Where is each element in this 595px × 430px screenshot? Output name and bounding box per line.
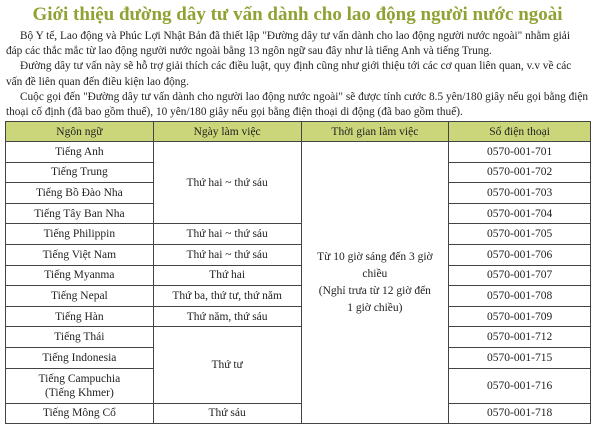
phone-cell: 0570-001-706	[449, 244, 591, 265]
language-cell: Tiếng Thái	[6, 327, 154, 348]
table-row	[6, 265, 591, 286]
time-cell	[301, 142, 449, 424]
header-time: Thời gian làm việc	[301, 122, 449, 142]
phone-cell: 0570-001-704	[449, 203, 591, 224]
days-cell: Thứ hai ~ thứ sáu	[153, 142, 301, 224]
language-line: Tiếng Campuchia	[38, 372, 121, 385]
phone-cell: 0570-001-702	[449, 162, 591, 183]
table-header-row	[6, 122, 591, 142]
header-phone: Số điện thoại	[449, 122, 591, 142]
table-row	[6, 403, 591, 424]
phone-cell: 0570-001-718	[449, 403, 591, 424]
table-row	[6, 286, 591, 307]
language-cell: Tiếng Myanma	[6, 265, 154, 286]
language-cell: Tiếng Mông Cổ	[6, 403, 154, 424]
days-cell: Thứ năm, thứ sáu	[153, 306, 301, 327]
language-cell: Tiếng Anh	[6, 142, 154, 163]
table-row	[6, 142, 591, 163]
table-row	[6, 244, 591, 265]
days-cell: Thứ tư	[153, 327, 301, 403]
phone-cell: 0570-001-701	[449, 142, 591, 163]
table-row	[6, 327, 591, 348]
intro-paragraph: Bộ Y tế, Lao động và Phúc Lợi Nhật Bản đã thiết lập "Đường dây tư vấn dành cho lao động người nước ngoài" nhằm giải đáp các thắc mắc từ lao động người nước ngoài bằng 13 ngôn ngữ sau đây như là tiếng Anh và tiếng Trung.	[6, 30, 570, 58]
header-language: Ngôn ngữ	[6, 122, 154, 142]
intro-paragraph: Cuộc gọi đến "Đường dây tư vấn dành cho người lao động nước ngoài" sẽ được tính cước 8.5 yên/180 giây nếu gọi bằng điện thoại cố định (đã bao gồm thuế), 10 yên/180 giây nếu gọi bằng điện thoại di động (đã bao gồm thuế).	[6, 90, 589, 119]
intro-paragraph: Đường dây tư vấn này sẽ hỗ trợ giải thích các điều luật, quy định cũng như giới thiệu tới các cơ quan liên quan, v.v về các vấn đề liên quan đến điều kiện lao động.	[6, 60, 572, 88]
phone-cell: 0570-001-712	[449, 327, 591, 348]
language-cell: Tiếng Indonesia	[6, 347, 154, 368]
table-row	[6, 306, 591, 327]
phone-cell: 0570-001-715	[449, 347, 591, 368]
phone-cell: 0570-001-708	[449, 286, 591, 307]
days-cell: Thứ ba, thứ tư, thứ năm	[153, 286, 301, 307]
language-cell: Tiếng Trung	[6, 162, 154, 183]
phone-cell: 0570-001-716	[449, 368, 591, 403]
time-line: 1 giờ chiều)	[347, 301, 403, 314]
table-row	[6, 224, 591, 245]
phone-cell: 0570-001-705	[449, 224, 591, 245]
days-cell: Thứ hai	[153, 265, 301, 286]
days-cell: Thứ hai ~ thứ sáu	[153, 224, 301, 245]
language-cell: Tiếng Bồ Đào Nha	[6, 183, 154, 204]
intro-text	[6, 29, 589, 120]
phone-cell: 0570-001-707	[449, 265, 591, 286]
phone-cell: 0570-001-709	[449, 306, 591, 327]
language-cell: Tiếng Hàn	[6, 306, 154, 327]
time-line: Từ 10 giờ sáng đến 3 giờ chiều	[317, 250, 433, 280]
language-line: (Tiếng Khmer)	[44, 386, 114, 399]
language-cell: Tiếng Tây Ban Nha	[6, 203, 154, 224]
phone-cell: 0570-001-703	[449, 183, 591, 204]
language-cell: Tiếng Việt Nam	[6, 244, 154, 265]
language-cell	[6, 368, 154, 403]
language-cell: Tiếng Philippin	[6, 224, 154, 245]
page-title: Giới thiệu đường dây tư vấn dành cho lao động người nước ngoài	[32, 4, 563, 25]
time-line: (Nghỉ trưa từ 12 giờ đến	[318, 284, 431, 297]
days-cell: Thứ sáu	[153, 403, 301, 424]
hotline-table	[5, 121, 591, 424]
days-cell: Thứ hai ~ thứ sáu	[153, 244, 301, 265]
language-cell: Tiếng Nepal	[6, 286, 154, 307]
header-days: Ngày làm việc	[153, 122, 301, 142]
